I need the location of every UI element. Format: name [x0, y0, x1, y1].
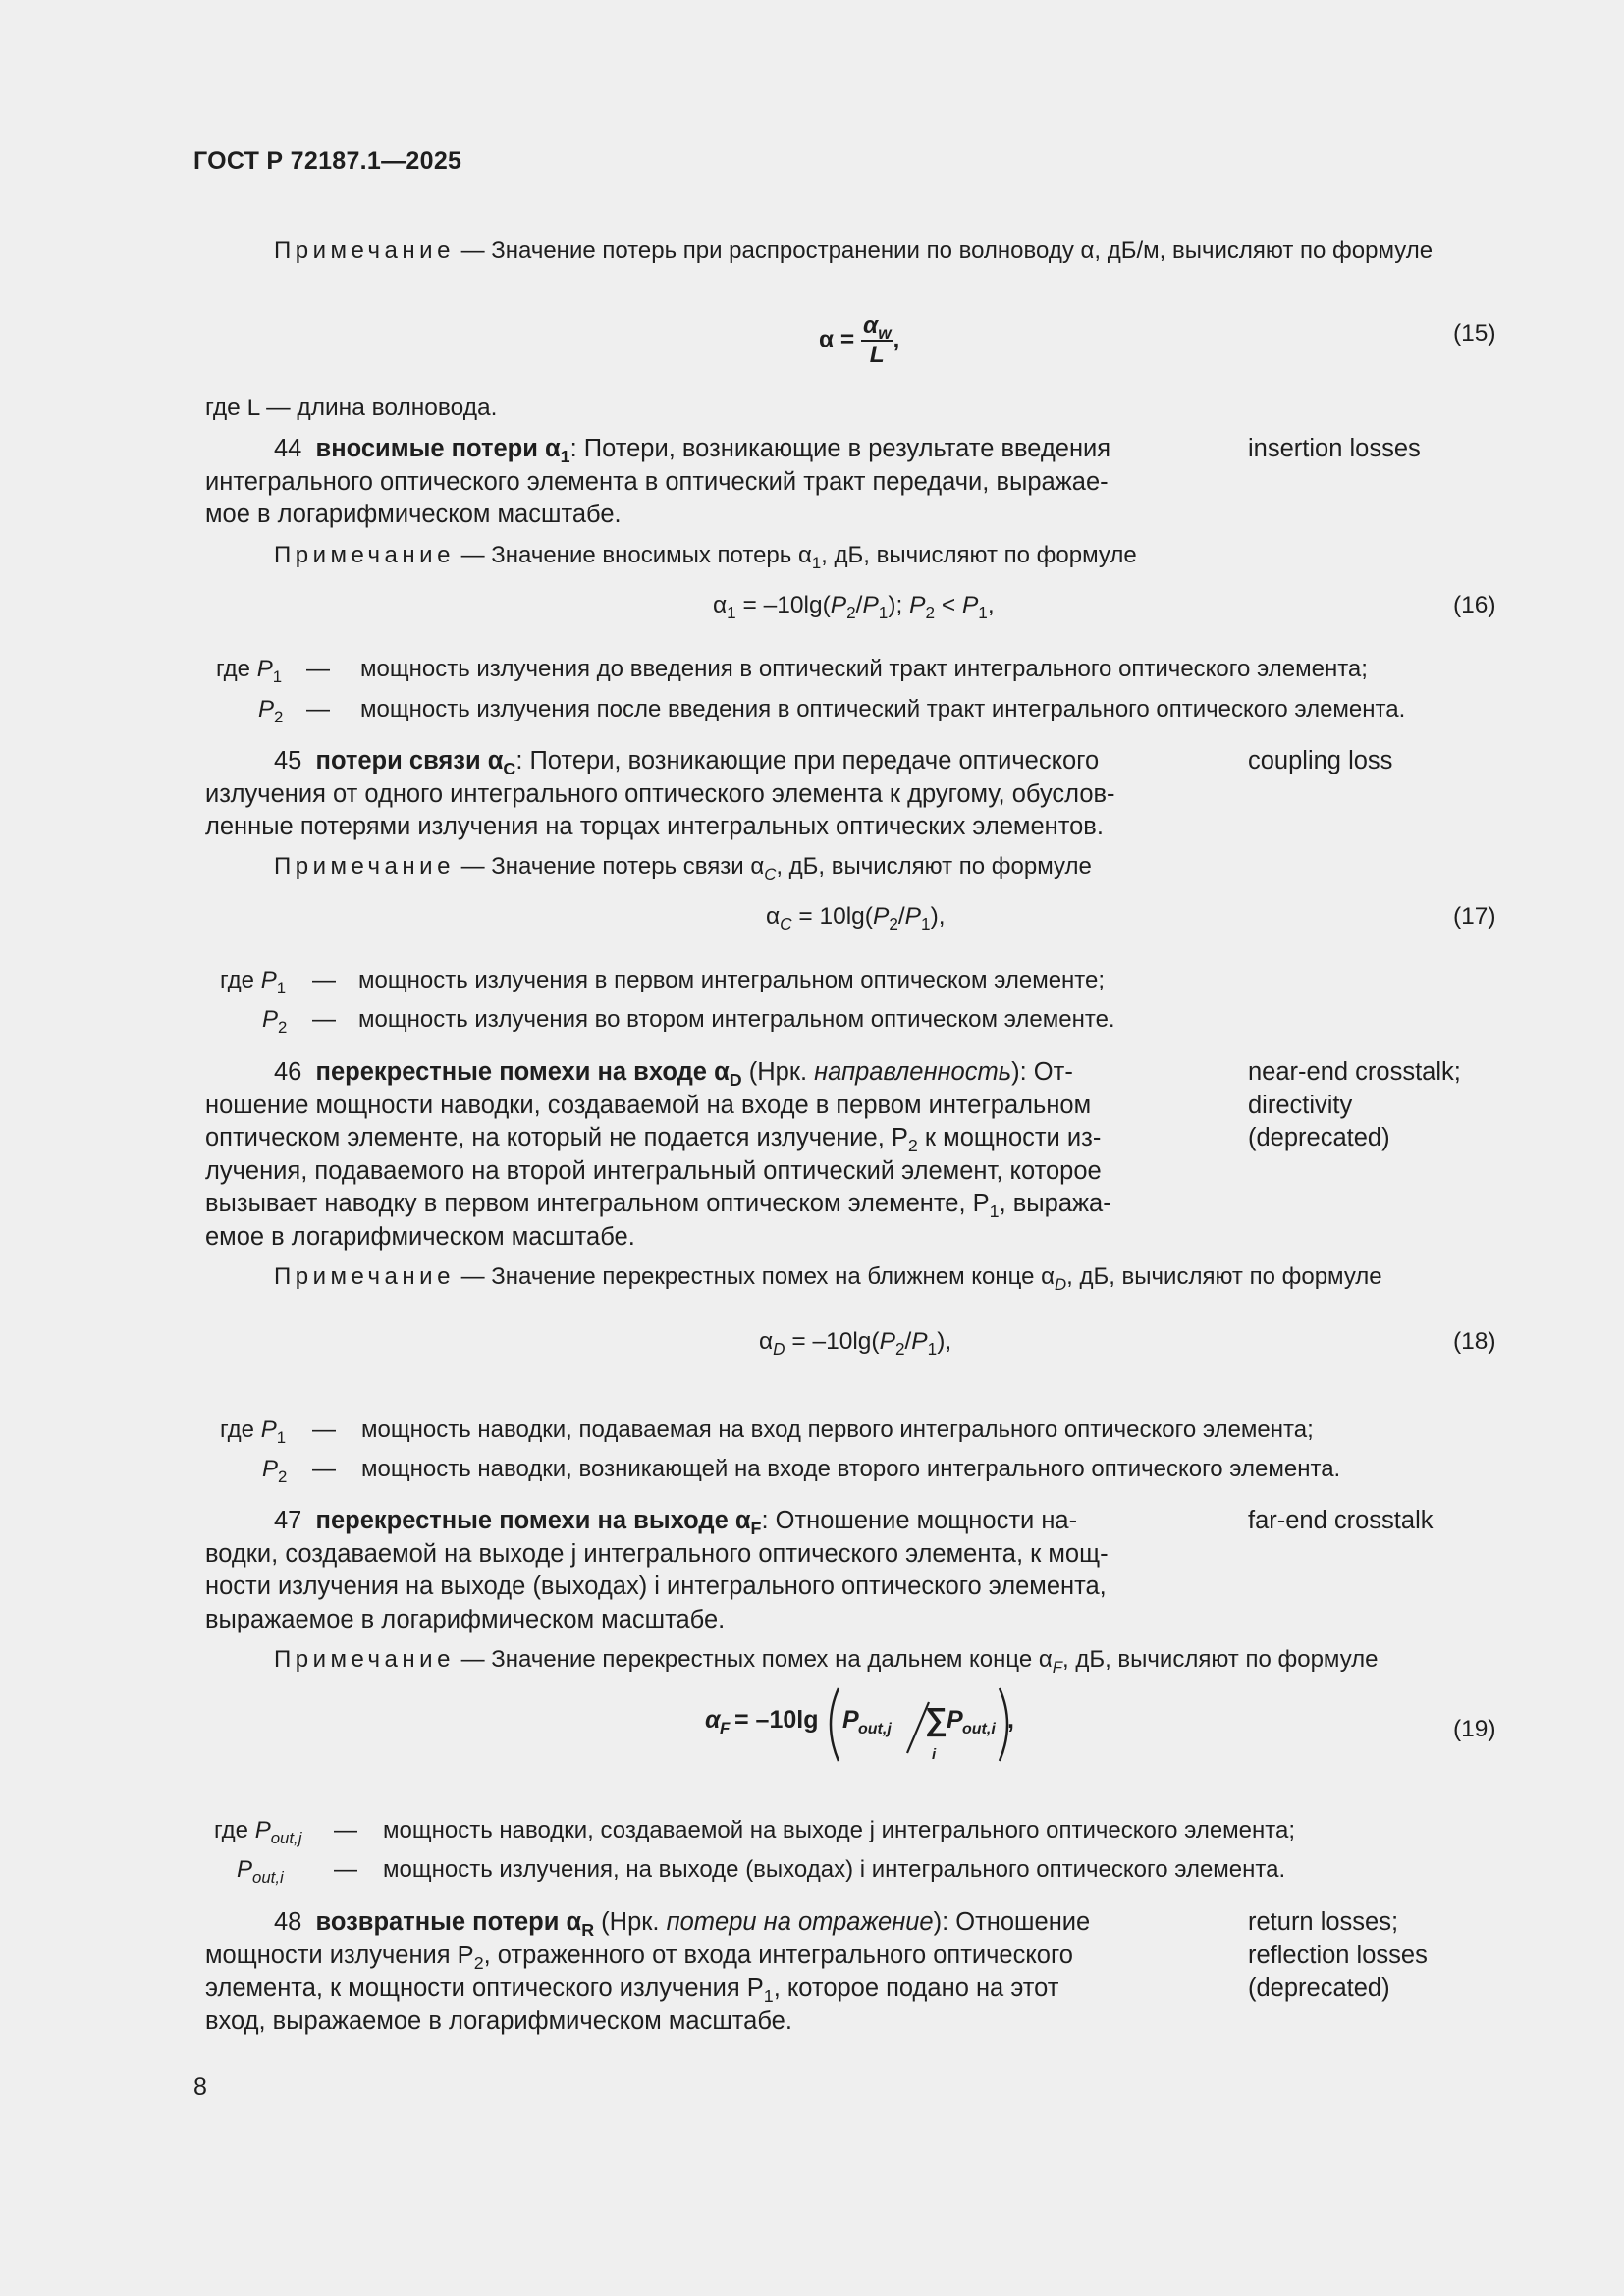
en-line: (deprecated)	[1248, 1124, 1390, 1151]
note-text: — Значение перекрестных помех на дальнем конце α	[460, 1646, 1053, 1673]
formula-15: α = $\frac{\alpha_w}{L}$ ,	[819, 312, 900, 368]
term-text: излучения от одного интегрального оптического элемента к другому, обуслов-	[205, 779, 1115, 808]
eq-number-19: (19)	[1453, 1716, 1496, 1742]
where-17-b: $P_2$	[262, 1006, 288, 1037]
where-label: где	[216, 656, 251, 682]
svg-text:out,j: out,j	[858, 1721, 892, 1737]
note-text: , дБ, вычисляют по формуле	[1062, 1646, 1379, 1673]
formula-19-svg	[705, 1686, 1019, 1765]
term-number: 44	[274, 435, 302, 462]
where-19-b: $P_{out,i}$	[237, 1856, 284, 1887]
term-text: лучения, подаваемого на второй интегральный оптический элемент, которое	[205, 1156, 1102, 1185]
where-19-b-text: мощность излучения, на выходе (выходах) i интегрального оптического элемента.	[383, 1856, 1286, 1883]
term-text: интегрального оптического элемента в оптический тракт передачи, выражае-	[205, 467, 1109, 496]
term-text: емое в логарифмическом масштабе.	[205, 1222, 635, 1251]
svg-text:i: i	[932, 1746, 937, 1763]
en-line: (deprecated)	[1248, 1974, 1390, 2002]
where-19-a: где $P_{out,j}$	[214, 1817, 302, 1847]
term-44-en: insertion losses	[1248, 435, 1421, 462]
note-text: , дБ, вычисляют по формуле	[776, 853, 1092, 880]
note-label: Примечание	[274, 1263, 455, 1290]
term-44	[205, 433, 1187, 532]
term-47	[205, 1505, 1187, 1636]
term-text: ): От-	[1011, 1058, 1073, 1086]
term-deprecated: потери на отражение	[666, 1908, 934, 1936]
note-text: — Значение потерь связи α	[460, 853, 765, 880]
note-19: Примечание — Значение перекрестных помех на дальнем конце $\alpha_F$, дБ, вычисляют по формуле	[274, 1646, 1379, 1677]
term-text: : Отношение мощности на-	[761, 1507, 1078, 1534]
term-title: перекрестные помехи на входе α	[315, 1058, 730, 1086]
note-15	[274, 237, 1433, 266]
dash: —	[334, 1856, 357, 1883]
note-17: Примечание — Значение потерь связи $\alpha_C$, дБ, вычисляют по формуле	[274, 853, 1092, 883]
term-title: потери связи α	[315, 747, 504, 774]
where-15: где L — длина волновода.	[205, 395, 498, 421]
where-18-b-text: мощность наводки, возникающей на входе второго интегрального оптического элемента.	[361, 1456, 1341, 1482]
note-text: , дБ, вычисляют по формуле	[1066, 1263, 1382, 1290]
note-label: Примечание	[274, 238, 455, 264]
term-text: к мощности из-	[917, 1124, 1102, 1151]
term-45	[205, 745, 1187, 844]
term-number: 46	[274, 1058, 302, 1086]
formula-16: $\alpha_1 = -10\lg(P_2/P_1)$; $P_2 < P_1$,	[713, 592, 995, 622]
term-number: 45	[274, 747, 302, 774]
dash: —	[312, 1456, 336, 1482]
note-text: — Значение вносимых потерь α	[460, 542, 812, 568]
term-text: (Нрк.	[594, 1908, 667, 1936]
where-16-a: где $P_1$	[216, 656, 283, 686]
svg-text:P: P	[947, 1706, 963, 1734]
where-label: где	[214, 1817, 249, 1843]
term-47-en: far-end crosstalk	[1248, 1507, 1434, 1534]
en-line: return losses;	[1248, 1908, 1399, 1936]
where-17-b-text: мощность излучения во втором интегральном оптическом элементе.	[358, 1006, 1115, 1033]
term-sub: C	[503, 759, 516, 778]
note-text: — Значение потерь при распространении по волноводу α, дБ/м, вычисляют по формуле	[460, 238, 1434, 264]
formula-18: $\alpha_D = -10\lg(P_2/P_1)$,	[759, 1328, 952, 1359]
page-number: 8	[193, 2073, 207, 2101]
term-text: : Потери, возникающие в результате введения	[569, 435, 1111, 462]
term-text: мощности излучения P	[205, 1941, 474, 1969]
term-text: мое в логарифмическом масштабе.	[205, 501, 622, 528]
where-18-a-text: мощность наводки, подаваемая на вход первого интегрального оптического элемента;	[361, 1416, 1314, 1443]
term-text: оптическом элементе, на который не подается излучение, P	[205, 1124, 908, 1151]
eq-number-18: (18)	[1453, 1328, 1496, 1355]
term-text: вызывает наводку в первом интегральном оптическом элементе, P	[205, 1190, 990, 1217]
term-text: , отраженного от входа интегрального оптического	[483, 1941, 1073, 1969]
term-text: ленные потерями излучения на торцах интегральных оптических элементов.	[205, 813, 1104, 840]
dash: —	[312, 1416, 336, 1443]
svg-text:F: F	[720, 1719, 731, 1737]
term-deprecated: направленность	[814, 1058, 1012, 1086]
where-18-b: $P_2$	[262, 1456, 288, 1486]
dash: —	[306, 696, 330, 722]
eq-number-15: (15)	[1453, 320, 1496, 347]
en-line: reflection losses	[1248, 1941, 1428, 1969]
term-sub: F	[750, 1519, 762, 1538]
where-17-a-text: мощность излучения в первом интегральном оптическом элементе;	[358, 967, 1106, 993]
note-text: — Значение перекрестных помех на ближнем конце α	[460, 1263, 1055, 1290]
where-16-b: $P_2$	[258, 696, 284, 726]
note-text: , дБ, вычисляют по формуле	[821, 542, 1137, 568]
term-text: , которое подано на этот	[773, 1974, 1059, 2002]
eq-number-16: (16)	[1453, 592, 1496, 618]
note-label: Примечание	[274, 542, 455, 568]
where-16-a-text: мощность излучения до введения в оптический тракт интегрального оптического элемента;	[360, 656, 1368, 682]
dash: —	[334, 1817, 357, 1843]
dash: —	[306, 656, 330, 682]
term-text: , выража-	[999, 1190, 1111, 1217]
term-48-en	[1248, 1906, 1543, 2005]
where-19-a-text: мощность наводки, создаваемой на выходе j интегрального оптического элемента;	[383, 1817, 1296, 1843]
term-title: перекрестные помехи на выходе α	[315, 1507, 751, 1534]
term-48: 48 возвратные потери $\alpha_R$ (Нрк. потери на отражение): Отношение мощности излучения $P_2$, отраженного от входа интегрального оптического элемента, к мощности оптического излучения $P_1$, которое подано на этот вход, выражаемое в логарифмическом масштабе.	[205, 1906, 1187, 2038]
term-text: вход, выражаемое в логарифмическом масштабе.	[205, 2006, 792, 2035]
svg-text:= –10lg: = –10lg	[734, 1706, 819, 1734]
en-line: near-end crosstalk;	[1248, 1058, 1461, 1086]
term-text: выражаемое в логарифмическом масштабе.	[205, 1605, 726, 1633]
en-line: directivity	[1248, 1091, 1353, 1119]
term-sub: D	[729, 1070, 742, 1090]
svg-text:P: P	[842, 1706, 859, 1734]
term-text: водки, создаваемой на выходе j интегрального оптического элемента, к мощ-	[205, 1539, 1109, 1568]
term-45-en: coupling loss	[1248, 747, 1393, 774]
term-number: 48	[274, 1908, 302, 1936]
term-title: вносимые потери α	[315, 435, 561, 462]
note-16: Примечание — Значение вносимых потерь $\alpha_1$, дБ, вычисляют по формуле	[274, 542, 1137, 572]
formula-17: $\alpha_C = 10\lg(P_2/P_1)$,	[766, 903, 946, 934]
note-18: Примечание — Значение перекрестных помех на ближнем конце $\alpha_D$, дБ, вычисляют по формуле	[274, 1263, 1382, 1294]
term-sub: 1	[560, 447, 570, 466]
dash: —	[312, 1006, 336, 1033]
note-label: Примечание	[274, 853, 455, 880]
term-text: ношение мощности наводки, создаваемой на входе в первом интегральном	[205, 1091, 1092, 1119]
term-sub: R	[581, 1920, 595, 1940]
dash: —	[312, 967, 336, 993]
term-title: возвратные потери α	[315, 1908, 582, 1936]
where-label: где	[220, 967, 255, 993]
svg-text:∑: ∑	[925, 1701, 947, 1736]
where-17-a: где $P_1$	[220, 967, 287, 997]
term-text: (Нрк.	[741, 1058, 815, 1086]
term-46: 46 перекрестные помехи на входе $\alpha_D$ (Нрк. направленность): От- ношение мощности наводки, создаваемой на входе в первом интегральном оптическом элементе, на который не подается излучение, $P_2$ к мощности из- лучения, подаваемого на второй интегральный оптический элемент, которое вызывает наводку в первом интегральном оптическом элементе, $P_1$, выража- емое в логарифмическом масштабе.	[205, 1056, 1187, 1254]
term-text: ности излучения на выходе (выходах) i интегрального оптического элемента,	[205, 1573, 1107, 1600]
formula-19	[705, 1686, 1019, 1772]
term-46-en	[1248, 1056, 1543, 1155]
svg-text:,: ,	[1007, 1706, 1014, 1734]
term-text: элемента, к мощности оптического излучения P	[205, 1974, 764, 2002]
note-label: Примечание	[274, 1646, 455, 1673]
term-text: ): Отношение	[933, 1908, 1091, 1936]
where-16-b-text: мощность излучения после введения в оптический тракт интегрального оптического элемента.	[360, 696, 1406, 722]
eq-number-17: (17)	[1453, 903, 1496, 930]
svg-text:α: α	[705, 1706, 721, 1734]
term-number: 47	[274, 1507, 302, 1534]
svg-text:out,i: out,i	[962, 1721, 996, 1737]
term-text: : Потери, возникающие при передаче оптического	[515, 747, 1100, 774]
document-header: ГОСТ Р 72187.1—2025	[193, 147, 462, 175]
where-label: где	[220, 1416, 255, 1443]
where-18-a: где $P_1$	[220, 1416, 287, 1447]
